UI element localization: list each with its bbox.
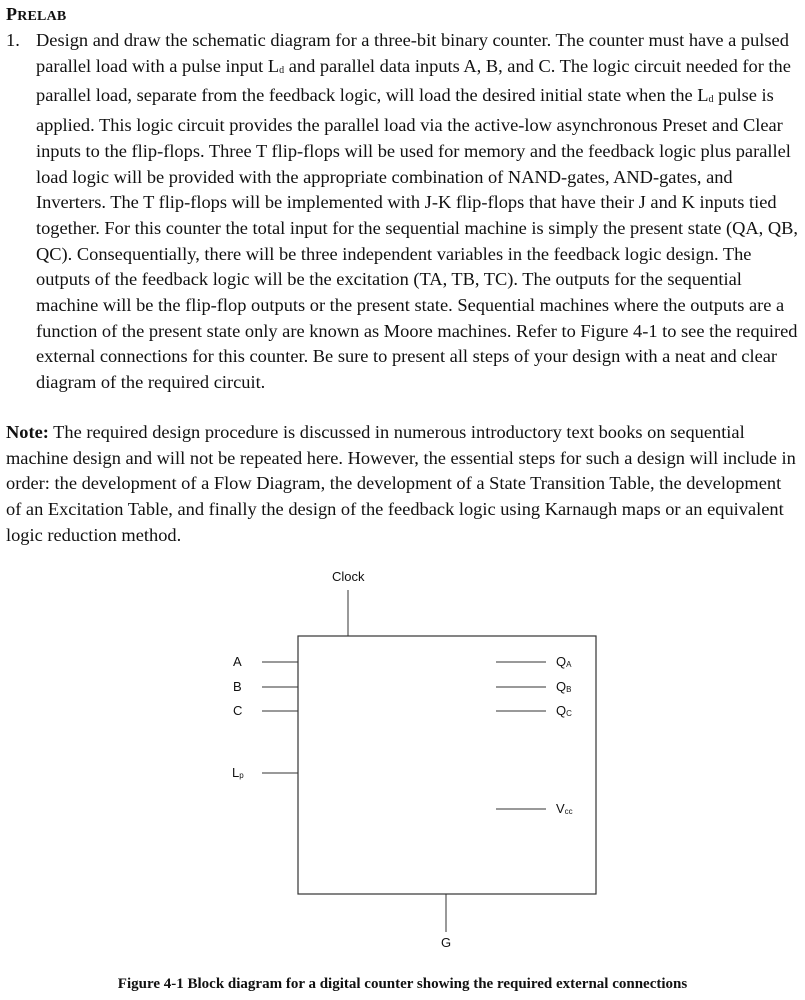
load-label-sub: p — [239, 771, 244, 780]
load-label — [232, 766, 244, 783]
item-number: 1. — [6, 30, 20, 50]
prelab-item-1 — [6, 28, 801, 396]
item-body — [36, 28, 801, 396]
vcc-label — [556, 802, 573, 819]
qc-sub: C — [566, 709, 572, 718]
heading-initial: P — [6, 4, 18, 24]
note-label: Note: — [6, 422, 49, 442]
counter-block — [298, 636, 596, 894]
input-c-label: C — [233, 703, 243, 718]
vcc-sub: cc — [564, 807, 573, 816]
clock-label: Clock — [332, 569, 365, 584]
output-qb-label — [556, 680, 571, 697]
input-b-label: B — [233, 679, 242, 694]
item-text-3: pulse is applied. This logic circuit provides the parallel load via the active-low asynchronous Preset and Clear inputs to the flip-flops. Three T flip-flops will be used for memory and the feedback logic plus parallel load logic will be provided with the appropriate combination of NAND-gates, AND-gates, and Inverters. The T flip-flops will be implemented with J-K flip-flops that have their J and K inputs tied together. For this counter the total input for the sequential machine is simply the present state (QA, QB, QC). Consequentially, there will be three independent variables in the feedback logic design. The outputs of the feedback logic will be the excitation (TA, TB, TC). The outputs for the sequential machine will be the flip-flop outputs or the present state. Sequential machines where the outputs are a function of the present state only are known as Moore machines. Refer to Figure 4-1 to see the required external connections for this counter. Be sure to present all steps of your design with a neat and clear diagram of the required circuit. — [36, 85, 799, 393]
note-text: The required design procedure is discussed in numerous introductory text books on sequential machine design and will not be repeated here. However, the essential steps for such a design will include in order: the development of a Flow Diagram, the development of a State Transition Table, the development of an Excitation Table, and finally the design of the feedback logic using Karnaugh maps or an equivalent logic reduction method. — [6, 422, 796, 545]
figure-caption: Figure 4-1 Block diagram for a digital counter showing the required external connections — [117, 976, 688, 992]
output-qc-label — [556, 704, 572, 721]
qa-base: Q — [556, 654, 567, 669]
output-qa-label — [556, 655, 571, 672]
ld-subscript-1: d — [279, 64, 285, 76]
ground-label: G — [441, 935, 452, 950]
qa-sub: A — [566, 660, 572, 669]
qb-sub: B — [566, 685, 572, 694]
note-paragraph — [6, 420, 801, 549]
block-diagram-drawing — [0, 560, 805, 960]
heading-smallcaps: RELAB — [17, 9, 67, 24]
input-a-label: A — [233, 654, 242, 669]
item-text-1: Design and draw the schematic diagram for a three-bit binary counter. The counter must have a pulsed parallel load with a pulse input L — [36, 30, 789, 76]
section-heading — [6, 4, 66, 25]
block-diagram — [0, 560, 805, 960]
vcc-base: V — [556, 801, 565, 816]
ld-subscript-2: d — [708, 94, 714, 106]
qc-base: Q — [556, 703, 567, 718]
load-label-base: L — [232, 765, 240, 780]
qb-base: Q — [556, 679, 567, 694]
item-text-2: and parallel data inputs A, B, and C. The logic circuit needed for the parallel load, separate from the feedback logic, will load the desired initial state when the L — [36, 55, 791, 106]
